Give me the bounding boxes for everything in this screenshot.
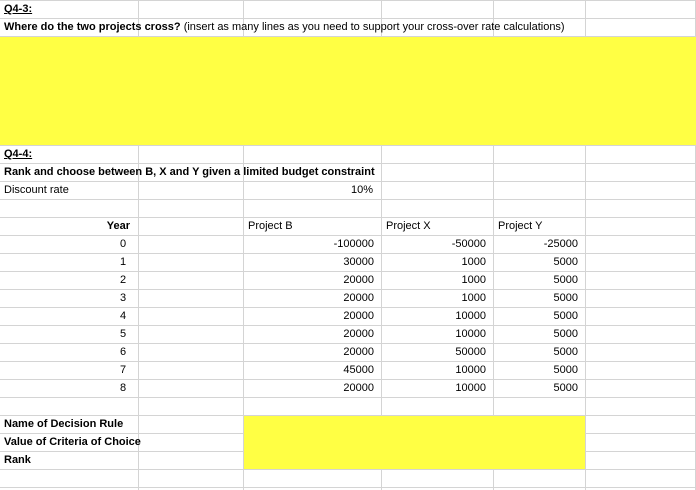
project-b-cell[interactable]: 20000	[343, 310, 374, 322]
rank-label[interactable]: Rank	[4, 454, 31, 466]
project-b-cell[interactable]: 20000	[343, 274, 374, 286]
year-cell[interactable]: 0	[119, 238, 127, 250]
project-x-cell[interactable]: 1000	[461, 256, 486, 268]
project-b-cell[interactable]: -100000	[333, 238, 374, 250]
project-x-cell[interactable]: 10000	[455, 310, 486, 322]
project-y-cell[interactable]: 5000	[553, 328, 578, 340]
q43-heading[interactable]: Q4-3:	[4, 3, 33, 15]
decision-rule-label[interactable]: Name of Decision Rule	[4, 418, 124, 430]
project-b-cell[interactable]: 20000	[343, 382, 374, 394]
grid-row-line	[0, 199, 696, 200]
year-cell[interactable]: 5	[119, 328, 127, 340]
project-x-cell[interactable]: 1000	[461, 274, 486, 286]
project-y-cell[interactable]: 5000	[553, 346, 578, 358]
grid-row-line	[0, 469, 696, 470]
discount-rate-value[interactable]: 10%	[350, 184, 373, 196]
project-y-cell[interactable]: 5000	[553, 256, 578, 268]
project-y-cell[interactable]: 5000	[553, 292, 578, 304]
project-y-header[interactable]: Project Y	[498, 220, 543, 232]
project-x-cell[interactable]: -50000	[451, 238, 486, 250]
discount-rate-label[interactable]: Discount rate	[4, 184, 69, 196]
grid-row-line	[0, 487, 696, 488]
project-x-cell[interactable]: 10000	[455, 364, 486, 376]
project-b-cell[interactable]: 45000	[343, 364, 374, 376]
project-x-header[interactable]: Project X	[386, 220, 431, 232]
project-x-cell[interactable]: 1000	[461, 292, 486, 304]
q44-question[interactable]: Rank and choose between B, X and Y given a limited budget constraint	[4, 166, 375, 178]
decision-answer-area[interactable]	[244, 416, 585, 469]
q43-question-rest: (insert as many lines as you need to support your cross-over rate calculations)	[180, 21, 565, 33]
project-y-cell[interactable]: 5000	[553, 364, 578, 376]
project-y-cell[interactable]: 5000	[553, 310, 578, 322]
project-y-cell[interactable]: 5000	[553, 274, 578, 286]
year-cell[interactable]: 8	[119, 382, 127, 394]
project-b-cell[interactable]: 20000	[343, 328, 374, 340]
project-b-header[interactable]: Project B	[248, 220, 293, 232]
project-y-cell[interactable]: 5000	[553, 382, 578, 394]
year-cell[interactable]: 7	[119, 364, 127, 376]
year-cell[interactable]: 4	[119, 310, 127, 322]
year-cell[interactable]: 6	[119, 346, 127, 358]
q43-question[interactable]	[0, 19, 694, 36]
project-b-cell[interactable]: 30000	[343, 256, 374, 268]
project-b-cell[interactable]: 20000	[343, 346, 374, 358]
q44-heading[interactable]: Q4-4:	[4, 148, 33, 160]
year-cell[interactable]: 1	[119, 256, 127, 268]
criteria-value-label[interactable]: Value of Criteria of Choice	[4, 436, 141, 448]
year-header[interactable]: Year	[106, 220, 130, 232]
project-y-cell[interactable]: -25000	[543, 238, 578, 250]
project-x-cell[interactable]: 50000	[455, 346, 486, 358]
year-cell[interactable]: 3	[119, 292, 127, 304]
project-x-cell[interactable]: 10000	[455, 382, 486, 394]
year-cell[interactable]: 2	[119, 274, 127, 286]
project-x-cell[interactable]: 10000	[455, 328, 486, 340]
project-b-cell[interactable]: 20000	[343, 292, 374, 304]
grid-row-line	[0, 397, 696, 398]
q43-answer-area[interactable]	[0, 37, 696, 145]
q43-question-bold: Where do the two projects cross?	[4, 21, 181, 33]
